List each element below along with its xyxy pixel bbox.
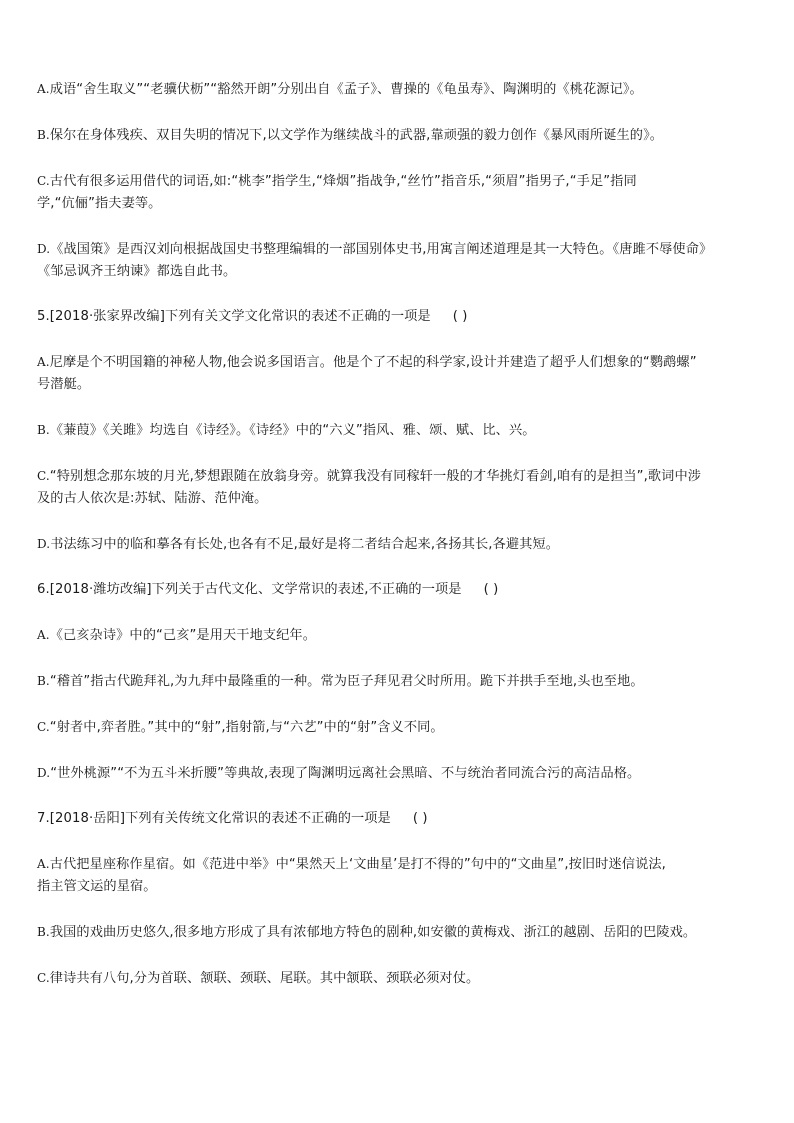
- option-d: [37, 238, 777, 283]
- option-text: 我国的戏曲历史悠久,很多地方形成了具有浓郁地方特色的剧种,如安徽的黄梅戏、浙江的越剧、岳阳的巴陵戏。: [49, 925, 697, 940]
- option-text: 《战国策》是西汉刘向根据战国史书整理编辑的一部国别体史书,用寓言阐述道理是其一大特色。《唐雎不辱使命》: [50, 242, 713, 257]
- option-label: B.: [37, 423, 50, 437]
- q5-option-d: [37, 533, 777, 556]
- option-label: C.: [37, 174, 50, 188]
- q7-option-c: [37, 967, 777, 990]
- q6-option-a: [37, 624, 777, 647]
- option-label: B.: [37, 925, 50, 939]
- q7-option-b: [37, 921, 777, 944]
- q5-option-b: [37, 419, 777, 442]
- option-text-cont: 《邹忌讽齐王纳谏》都选自此书。: [37, 264, 237, 279]
- q6-option-b: [37, 670, 777, 693]
- option-label: C.: [37, 469, 50, 483]
- option-label: D.: [37, 242, 51, 256]
- q6-option-c: [37, 716, 777, 739]
- option-text: 尼摩是个不明国籍的神秘人物,他会说多国语言。他是个了不起的科学家,设计并建造了超乎人们想象的“鹦鹉螺”: [49, 355, 697, 370]
- answer-blank: ( ): [483, 582, 499, 597]
- option-b: [37, 124, 777, 147]
- answer-blank: ( ): [412, 811, 428, 826]
- document-page: [37, 78, 777, 1013]
- option-text: 保尔在身体残疾、双目失明的情况下,以文学作为继续战斗的武器,靠顽强的毅力创作《暴风雨所诞生的》。: [49, 128, 664, 143]
- option-text-cont: 指主管文运的星宿。: [37, 879, 157, 894]
- q7-option-a: [37, 853, 777, 898]
- option-text: “特别想念那东坡的月光,梦想跟随在放翁身旁。就算我没有同稼轩一般的才华挑灯看剑,咱有的是担当”,歌词中涉: [49, 469, 702, 484]
- option-label: A.: [37, 628, 50, 642]
- option-label: D.: [37, 537, 51, 551]
- option-text: 《己亥杂诗》中的“己亥”是用天干地支纪年。: [49, 628, 317, 643]
- option-text: 律诗共有八句,分为首联、颔联、颈联、尾联。其中颔联、颈联必须对仗。: [49, 971, 480, 986]
- option-text-cont: 及的古人依次是:苏轼、陆游、范仲淹。: [37, 491, 268, 506]
- option-label: A.: [37, 857, 50, 871]
- q5-option-a: [37, 351, 777, 396]
- question-5-stem: [37, 306, 777, 328]
- question-text: 5.[2018·张家界改编]下列有关文学文化常识的表述不正确的一项是: [37, 309, 431, 324]
- question-7-stem: [37, 808, 777, 830]
- option-label: D.: [37, 766, 51, 780]
- q5-option-c: [37, 465, 777, 510]
- q6-option-d: [37, 762, 777, 785]
- answer-blank: ( ): [452, 309, 468, 324]
- option-label: B.: [37, 674, 50, 688]
- option-text: 古代把星座称作星宿。如《范进中举》中“果然天上‘文曲星’是打不得的”句中的“文曲星”,按旧时迷信说法,: [49, 857, 666, 872]
- option-text-cont: 学,“伉俪”指夫妻等。: [37, 196, 162, 211]
- option-text: “世外桃源”“不为五斗米折腰”等典故,表现了陶渊明远离社会黑暗、不与统治者同流合污的高洁品格。: [50, 766, 641, 781]
- option-label: A.: [37, 355, 50, 369]
- option-label: B.: [37, 128, 50, 142]
- option-text: 书法练习中的临和摹各有长处,也各有不足,最好是将二者结合起来,各扬其长,各避其短。: [50, 537, 560, 552]
- question-text: 7.[2018·岳阳]下列有关传统文化常识的表述不正确的一项是: [37, 811, 391, 826]
- question-text: 6.[2018·潍坊改编]下列关于古代文化、文学常识的表述,不正确的一项是: [37, 582, 462, 597]
- option-text: 古代有很多运用借代的词语,如:“桃李”指学生,“烽烟”指战争,“丝竹”指音乐,“须眉”指男子,“手足”指同: [49, 174, 637, 189]
- option-label: C.: [37, 720, 50, 734]
- option-text-cont: 号潜艇。: [37, 377, 91, 392]
- option-text: 成语“舍生取义”“老骥伏枥”“豁然开朗”分别出自《孟子》、曹操的《龟虽寿》、陶渊明的《桃花源记》。: [49, 82, 643, 97]
- option-c: [37, 170, 777, 215]
- option-a: [37, 78, 777, 101]
- question-6-stem: [37, 579, 777, 601]
- option-text: “稽首”指古代跪拜礼,为九拜中最隆重的一种。常为臣子拜见君父时所用。跪下并拱手至地,头也至地。: [49, 674, 644, 689]
- option-label: A.: [37, 82, 50, 96]
- option-text: 《蒹葭》《关雎》均选自《诗经》。《诗经》中的“六义”指风、雅、颂、赋、比、兴。: [49, 423, 536, 438]
- option-label: C.: [37, 971, 50, 985]
- option-text: “射者中,弈者胜。”其中的“射”,指射箭,与“六艺”中的“射”含义不同。: [49, 720, 444, 735]
